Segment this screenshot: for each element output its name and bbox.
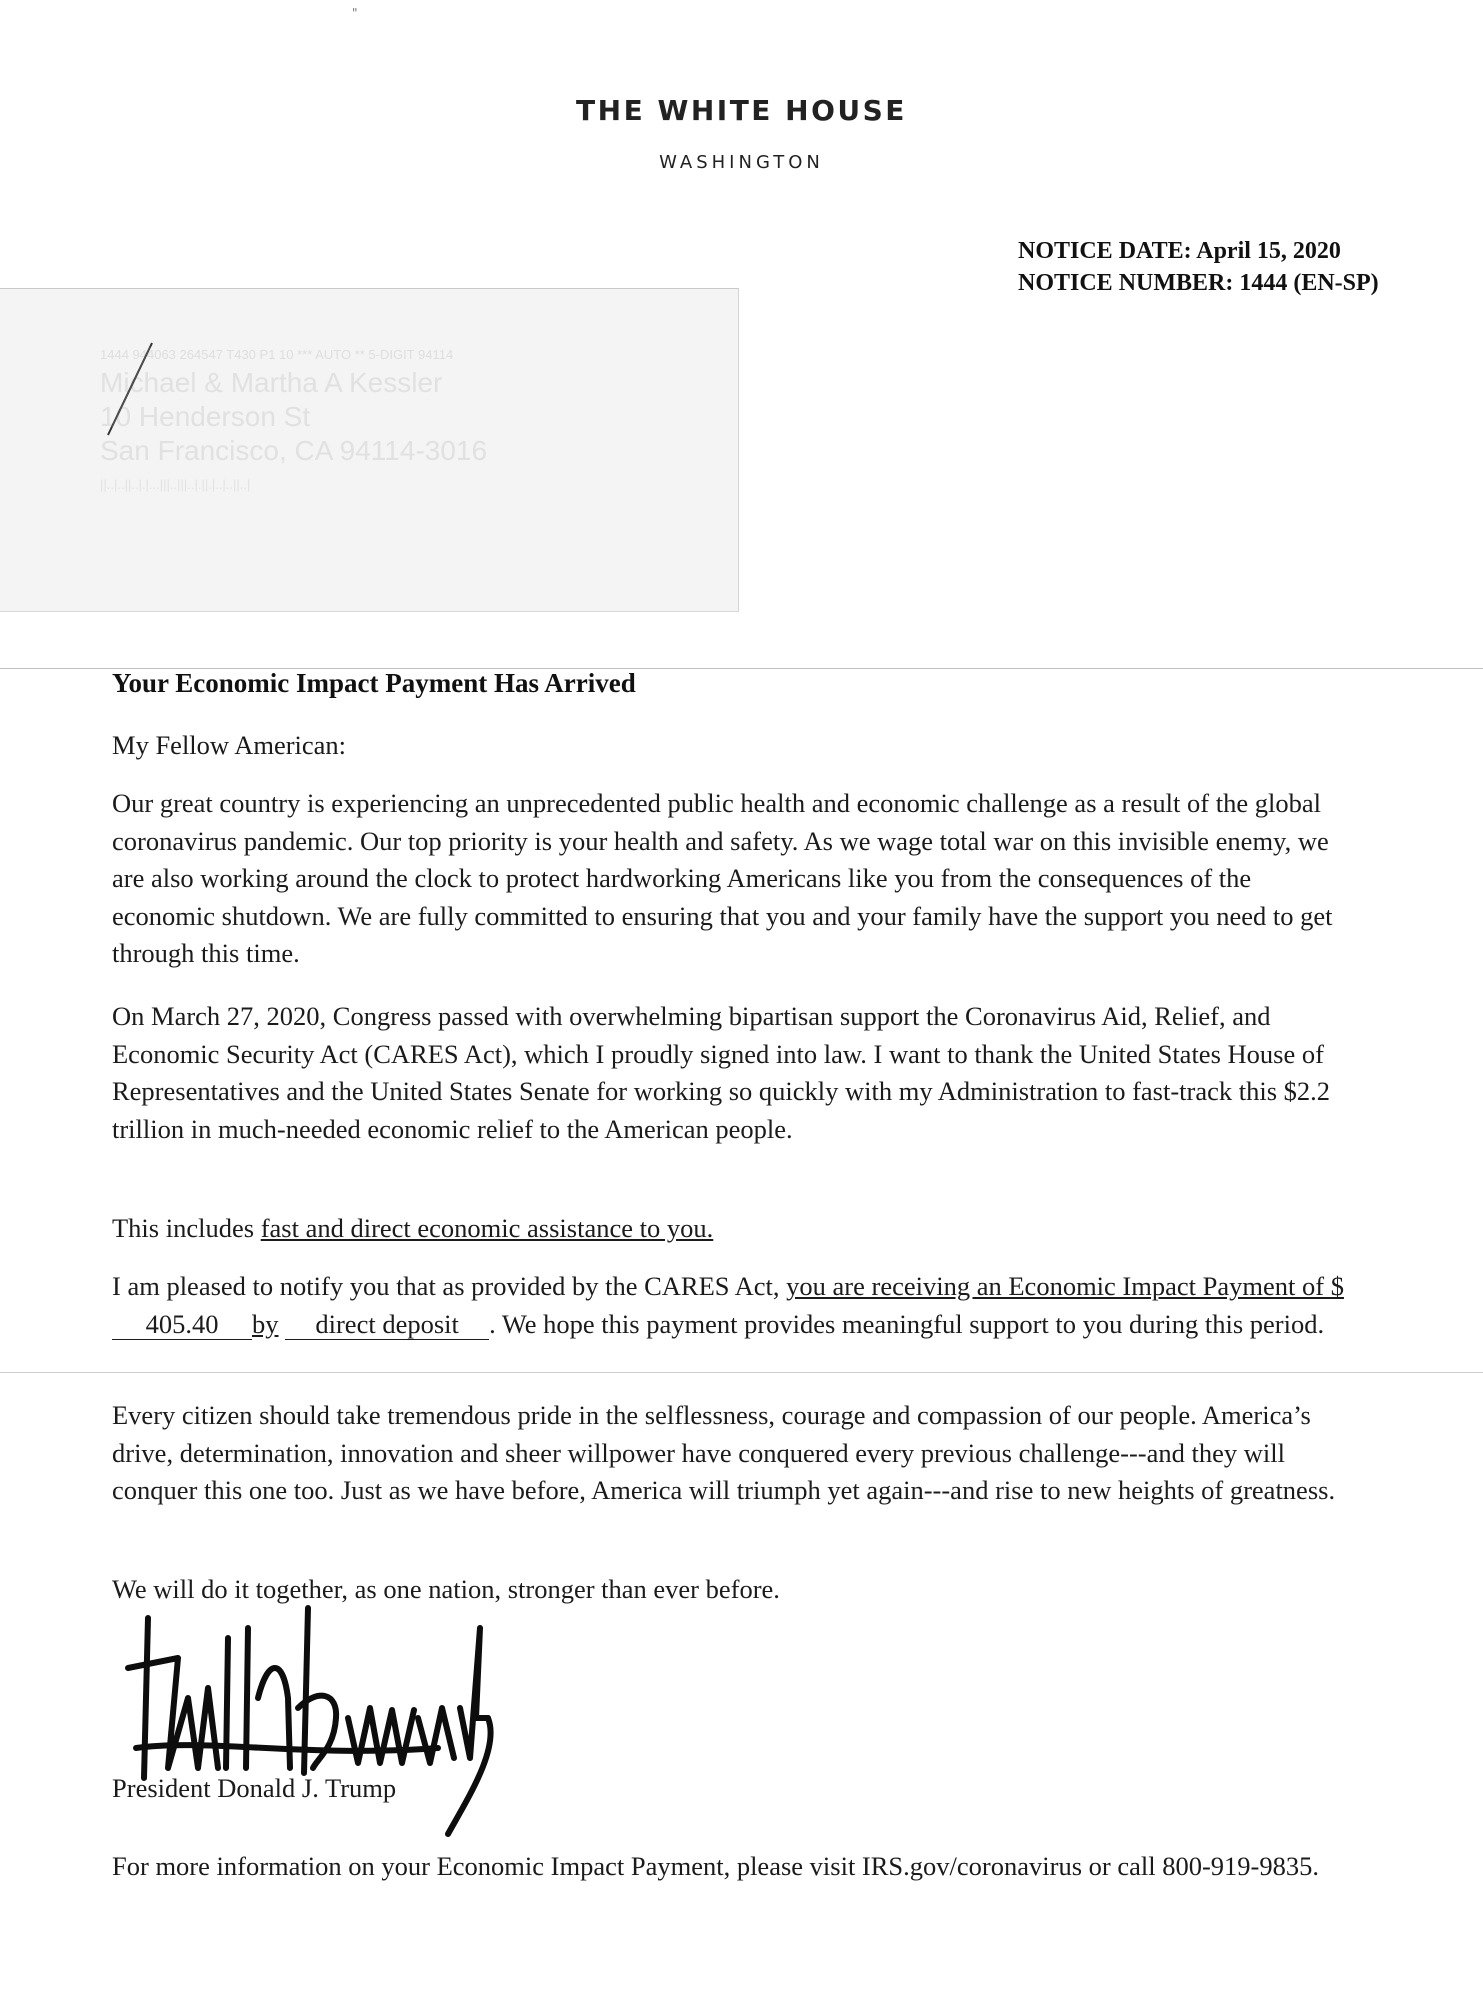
salutation: My Fellow American: (112, 730, 347, 760)
fold-line-lower (0, 1372, 1483, 1373)
pen-strike-icon (100, 339, 160, 439)
paragraph-pride: Every citizen should take tremendous pride in the selflessness, courage and compassion of our people. America’s drive, determination, innovation and sheer willpower have conquered every previous challenge---and they will conquer this one too. Just as we have before, America will triumph yet again---and rise to new heights of greatness. (112, 1400, 1336, 1505)
footer-contact-info: For more information on your Economic Impact Payment, please visit IRS.gov/coronavirus or call 800-919-9835. (112, 1851, 1319, 1881)
recipient-city: San Francisco, CA 94114-3016 (100, 435, 488, 466)
notice-number: NOTICE NUMBER: 1444 (EN-SP) (1018, 270, 1379, 296)
notice-date: NOTICE DATE: April 15, 2020 (1018, 238, 1341, 264)
letter-subject: Your Economic Impact Payment Has Arrived (112, 668, 636, 698)
payment-underlined: you are receiving an Economic Impact Payment of $ (786, 1271, 1344, 1301)
recipient-name: Michael & Martha A Kessler (100, 367, 443, 398)
address-barcode-line: 1444 944063 264547 T430 P1 10 *** AUTO ** 5-DIGIT 94114 (100, 347, 454, 362)
assistance-underlined: fast and direct economic assistance to you. (260, 1213, 714, 1243)
payment-amount: 405.40 (112, 1309, 252, 1340)
signer-name: President Donald J. Trump (112, 1773, 397, 1803)
paragraph-together: We will do it together, as one nation, stronger than ever before. (112, 1574, 780, 1604)
payment-by: by (252, 1308, 279, 1339)
postal-barcode: ||..|..||..|.|...|||..|||..|.||.|..|..||..| (100, 477, 251, 492)
letterhead-subtitle: WASHINGTON (659, 152, 824, 173)
payment-lead: I am pleased to notify you that as provided by the CARES Act, (112, 1271, 787, 1301)
address-window (0, 288, 739, 612)
payment-closing: . We hope this payment provides meaningful support to you during this period. (489, 1308, 1325, 1339)
paragraph-assistance (112, 1210, 1352, 1248)
paragraph-pandemic: Our great country is experiencing an unprecedented public health and economic challenge as a result of the global coronavirus pandemic. Our top priority is your health and safety. As we wage total war on this invisible enemy, we are also working around the clock to protect hardworking Americans like you from the consequences of the economic shutdown. We are fully committed to ensuring that you and your family have the support you need to get through this time. (112, 788, 1333, 968)
paragraph-payment (112, 1268, 1352, 1343)
scan-speck: " (352, 6, 358, 20)
assistance-lead: This includes (112, 1213, 261, 1243)
letterhead-title: THE WHITE HOUSE (576, 94, 907, 127)
recipient-street: 10 Henderson St (100, 401, 311, 432)
paragraph-cares-act: On March 27, 2020, Congress passed with overwhelming bipartisan support the Coronavirus Aid, Relief, and Economic Security Act (CARES Act), which I proudly signed into law. I want to thank the United States House of Representatives and the United States Senate for working so quickly with my Administration to fast-track this $2.2 trillion in much-needed economic relief to the American people. (112, 1001, 1331, 1144)
payment-method: direct deposit (285, 1309, 489, 1340)
